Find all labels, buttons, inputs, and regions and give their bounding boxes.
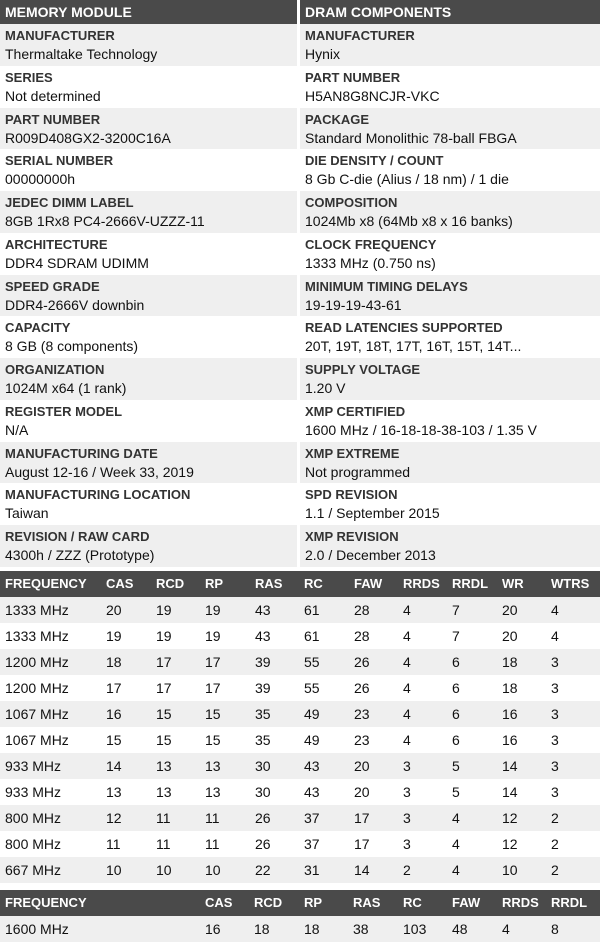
timing-cell: 55 <box>304 654 320 670</box>
xmp-column-header: RRDS <box>502 895 539 910</box>
dram-field-value: 2.0 / December 2013 <box>305 547 436 563</box>
timing-cell: 2 <box>403 862 411 878</box>
dram-field-value: Not programmed <box>305 464 411 480</box>
timing-cell: 61 <box>304 602 320 618</box>
timing-cell: 49 <box>304 706 320 722</box>
timing-column-header: FAW <box>354 576 383 591</box>
timing-cell: 49 <box>304 732 320 748</box>
timing-cell: 15 <box>205 732 221 748</box>
timing-cell: 20 <box>354 784 370 800</box>
timing-cell: 1333 MHz <box>5 602 69 618</box>
timing-cell: 1200 MHz <box>5 680 69 696</box>
timing-row <box>0 649 600 675</box>
dram-field-value: 1600 MHz / 16-18-18-38-103 / 1.35 V <box>305 422 537 438</box>
xmp-cell: 48 <box>452 921 468 937</box>
timing-cell: 3 <box>551 706 559 722</box>
module-field-label: SERIAL NUMBER <box>5 153 114 168</box>
xmp-column-header: CAS <box>205 895 233 910</box>
timing-cell: 5 <box>452 784 460 800</box>
timing-cell: 16 <box>502 706 518 722</box>
timing-cell: 1067 MHz <box>5 732 69 748</box>
timing-cell: 933 MHz <box>5 758 62 774</box>
xmp-cell: 18 <box>304 921 320 937</box>
dram-field-value: 19-19-19-43-61 <box>305 297 402 313</box>
timing-cell: 2 <box>551 810 559 826</box>
timing-cell: 2 <box>551 862 559 878</box>
timing-row <box>0 753 600 779</box>
timing-cell: 4 <box>403 706 411 722</box>
xmp-cell: 103 <box>403 921 427 937</box>
timing-row <box>0 805 600 831</box>
dram-field-label: DIE DENSITY / COUNT <box>305 153 444 168</box>
timing-cell: 16 <box>502 732 518 748</box>
timing-cell: 11 <box>106 836 121 852</box>
timing-cell: 28 <box>354 628 370 644</box>
timing-cell: 6 <box>452 732 460 748</box>
timing-cell: 39 <box>255 654 271 670</box>
dram-field-label: CLOCK FREQUENCY <box>305 237 437 252</box>
dram-field-row <box>300 275 600 317</box>
timing-cell: 4 <box>452 862 460 878</box>
timing-cell: 4 <box>452 836 460 852</box>
dram-components-header: DRAM COMPONENTS <box>300 0 600 24</box>
dram-field-label: XMP REVISION <box>305 529 399 544</box>
timing-cell: 11 <box>156 836 171 852</box>
timing-cell: 43 <box>255 602 271 618</box>
timing-cell: 30 <box>255 758 271 774</box>
timing-cell: 19 <box>205 628 221 644</box>
module-field-row <box>0 442 297 484</box>
xmp-column-header: FAW <box>452 895 481 910</box>
timing-cell: 20 <box>354 758 370 774</box>
module-field-value: 4300h / ZZZ (Prototype) <box>5 547 155 563</box>
xmp-row <box>0 916 600 942</box>
timing-cell: 6 <box>452 706 460 722</box>
timing-cell: 26 <box>354 654 370 670</box>
timing-column-header: RAS <box>255 576 283 591</box>
xmp-cell: 38 <box>353 921 369 937</box>
dram-field-row <box>300 149 600 191</box>
xmp-cell: 16 <box>205 921 221 937</box>
timing-cell: 43 <box>255 628 271 644</box>
timing-cell: 6 <box>452 680 460 696</box>
timing-cell: 10 <box>106 862 122 878</box>
module-field-value: 8 GB (8 components) <box>5 338 139 354</box>
timing-cell: 11 <box>156 810 171 826</box>
dram-field-row <box>300 108 600 150</box>
timing-cell: 3 <box>403 810 411 826</box>
timing-column-header: RC <box>304 576 323 591</box>
dram-field-value: 20T, 19T, 18T, 17T, 16T, 15T, 14T... <box>305 338 522 354</box>
timing-cell: 14 <box>502 784 518 800</box>
timing-cell: 3 <box>551 654 559 670</box>
timing-cell: 3 <box>551 784 559 800</box>
timing-cell: 4 <box>452 810 460 826</box>
timing-cell: 20 <box>502 628 518 644</box>
memory-module-header: MEMORY MODULE <box>0 0 297 24</box>
timing-cell: 11 <box>205 810 220 826</box>
module-field-label: ORGANIZATION <box>5 362 105 377</box>
timing-cell: 10 <box>502 862 518 878</box>
jedec-timing-header <box>0 571 600 597</box>
timing-cell: 15 <box>205 706 221 722</box>
timing-row <box>0 597 600 623</box>
timing-cell: 13 <box>205 784 221 800</box>
module-field-row <box>0 24 297 66</box>
dram-field-label: PART NUMBER <box>305 70 401 85</box>
module-field-value: N/A <box>5 422 29 438</box>
timing-cell: 19 <box>205 602 221 618</box>
timing-row <box>0 675 600 701</box>
timing-cell: 10 <box>205 862 221 878</box>
timing-cell: 3 <box>403 836 411 852</box>
timing-cell: 7 <box>452 602 460 618</box>
module-field-label: PART NUMBER <box>5 112 101 127</box>
timing-column-header: RRDL <box>452 576 489 591</box>
timing-cell: 14 <box>502 758 518 774</box>
xmp-timing-header <box>0 890 600 916</box>
xmp-column-header: FREQUENCY <box>5 895 87 910</box>
timing-cell: 17 <box>156 680 172 696</box>
timing-cell: 17 <box>156 654 172 670</box>
timing-cell: 43 <box>304 758 320 774</box>
dram-field-label: READ LATENCIES SUPPORTED <box>305 320 503 335</box>
module-field-value: Thermaltake Technology <box>5 46 158 62</box>
module-field-label: JEDEC DIMM LABEL <box>5 195 134 210</box>
timing-cell: 18 <box>502 680 518 696</box>
dram-field-row <box>300 358 600 400</box>
dram-field-label: XMP CERTIFIED <box>305 404 406 419</box>
module-field-row <box>0 400 297 442</box>
dram-field-label: COMPOSITION <box>305 195 398 210</box>
dram-field-label: MINIMUM TIMING DELAYS <box>305 279 468 294</box>
timing-cell: 26 <box>255 810 271 826</box>
timing-cell: 16 <box>106 706 122 722</box>
timing-cell: 20 <box>502 602 518 618</box>
timing-column-header: CAS <box>106 576 134 591</box>
module-field-row <box>0 525 297 567</box>
timing-cell: 43 <box>304 784 320 800</box>
timing-cell: 23 <box>354 706 370 722</box>
timing-cell: 3 <box>551 758 559 774</box>
module-field-label: REGISTER MODEL <box>5 404 123 419</box>
timing-column-header: FREQUENCY <box>5 576 87 591</box>
timing-cell: 12 <box>106 810 122 826</box>
timing-cell: 4 <box>403 732 411 748</box>
timing-row <box>0 779 600 805</box>
dram-field-value: Hynix <box>305 46 341 62</box>
timing-cell: 4 <box>551 602 559 618</box>
module-field-value: R009D408GX2-3200C16A <box>5 130 171 146</box>
timing-cell: 7 <box>452 628 460 644</box>
module-field-label: ARCHITECTURE <box>5 237 108 252</box>
xmp-cell: 8 <box>551 921 559 937</box>
timing-cell: 17 <box>205 654 221 670</box>
timing-cell: 14 <box>354 862 370 878</box>
timing-cell: 17 <box>354 810 370 826</box>
dram-field-row <box>300 525 600 567</box>
module-field-row <box>0 275 297 317</box>
module-field-value: Not determined <box>5 88 101 104</box>
timing-cell: 14 <box>106 758 122 774</box>
timing-cell: 12 <box>502 836 518 852</box>
timing-cell: 28 <box>354 602 370 618</box>
module-field-row <box>0 66 297 108</box>
dram-field-row <box>300 442 600 484</box>
dram-field-value: 1333 MHz (0.750 ns) <box>305 255 436 271</box>
module-field-row <box>0 316 297 358</box>
dram-field-value: 1.20 V <box>305 380 346 396</box>
timing-cell: 4 <box>403 602 411 618</box>
timing-column-header: WR <box>502 576 524 591</box>
module-field-label: MANUFACTURING DATE <box>5 446 158 461</box>
xmp-column-header: RRDL <box>551 895 588 910</box>
xmp-column-header: RP <box>304 895 323 910</box>
timing-cell: 17 <box>205 680 221 696</box>
timing-cell: 11 <box>205 836 220 852</box>
timing-cell: 23 <box>354 732 370 748</box>
timing-cell: 12 <box>502 810 518 826</box>
module-field-value: Taiwan <box>5 505 49 521</box>
timing-cell: 18 <box>106 654 122 670</box>
timing-cell: 17 <box>106 680 122 696</box>
timing-cell: 15 <box>156 706 172 722</box>
timing-cell: 13 <box>106 784 122 800</box>
timing-cell: 39 <box>255 680 271 696</box>
timing-cell: 35 <box>255 706 271 722</box>
dram-field-row <box>300 316 600 358</box>
module-field-row <box>0 233 297 275</box>
module-field-value: August 12-16 / Week 33, 2019 <box>5 464 194 480</box>
dram-field-row <box>300 66 600 108</box>
timing-cell: 37 <box>304 810 320 826</box>
timing-cell: 19 <box>156 628 172 644</box>
dram-field-value: 8 Gb C-die (Alius / 18 nm) / 1 die <box>305 171 509 187</box>
xmp-cell: 18 <box>254 921 270 937</box>
timing-cell: 26 <box>354 680 370 696</box>
timing-cell: 800 MHz <box>5 836 62 852</box>
timing-cell: 3 <box>403 784 411 800</box>
timing-cell: 18 <box>502 654 518 670</box>
timing-cell: 4 <box>403 628 411 644</box>
timing-cell: 1200 MHz <box>5 654 69 670</box>
timing-column-header: RCD <box>156 576 185 591</box>
timing-cell: 4 <box>403 654 411 670</box>
timing-cell: 55 <box>304 680 320 696</box>
timing-cell: 13 <box>205 758 221 774</box>
module-field-value: 8GB 1Rx8 PC4-2666V-UZZZ-11 <box>5 213 205 229</box>
dram-field-row <box>300 24 600 66</box>
timing-row <box>0 727 600 753</box>
timing-cell: 19 <box>106 628 122 644</box>
module-field-label: MANUFACTURING LOCATION <box>5 487 191 502</box>
dram-field-row <box>300 483 600 525</box>
timing-row <box>0 831 600 857</box>
timing-cell: 1067 MHz <box>5 706 69 722</box>
timing-cell: 10 <box>156 862 172 878</box>
timing-cell: 13 <box>156 784 172 800</box>
module-field-value: DDR4 SDRAM UDIMM <box>5 255 149 271</box>
dram-field-row <box>300 400 600 442</box>
timing-column-header: RRDS <box>403 576 440 591</box>
timing-column-header: RP <box>205 576 224 591</box>
timing-cell: 15 <box>156 732 172 748</box>
timing-cell: 35 <box>255 732 271 748</box>
module-field-row <box>0 149 297 191</box>
xmp-column-header: RC <box>403 895 422 910</box>
timing-cell: 3 <box>551 732 559 748</box>
dram-field-label: SUPPLY VOLTAGE <box>305 362 421 377</box>
timing-cell: 26 <box>255 836 271 852</box>
module-field-label: SERIES <box>5 70 53 85</box>
module-field-value: DDR4-2666V downbin <box>5 297 145 313</box>
timing-cell: 1333 MHz <box>5 628 69 644</box>
timing-cell: 37 <box>304 836 320 852</box>
xmp-column-header: RCD <box>254 895 283 910</box>
timing-cell: 13 <box>156 758 172 774</box>
dram-field-value: 1024Mb x8 (64Mb x8 x 16 banks) <box>305 213 513 229</box>
dram-field-row <box>300 191 600 233</box>
timing-cell: 5 <box>452 758 460 774</box>
timing-row <box>0 623 600 649</box>
timing-cell: 31 <box>304 862 320 878</box>
module-field-label: REVISION / RAW CARD <box>5 529 150 544</box>
dram-field-label: MANUFACTURER <box>305 28 415 43</box>
timing-row <box>0 701 600 727</box>
dram-field-label: PACKAGE <box>305 112 370 127</box>
module-field-row <box>0 191 297 233</box>
timing-cell: 20 <box>106 602 122 618</box>
module-field-label: CAPACITY <box>5 320 71 335</box>
timing-cell: 19 <box>156 602 172 618</box>
xmp-cell: 1600 MHz <box>5 921 69 937</box>
timing-cell: 6 <box>452 654 460 670</box>
timing-cell: 667 MHz <box>5 862 62 878</box>
module-field-value: 1024M x64 (1 rank) <box>5 380 127 396</box>
timing-cell: 3 <box>403 758 411 774</box>
timing-cell: 933 MHz <box>5 784 62 800</box>
timing-cell: 61 <box>304 628 320 644</box>
timing-column-header: WTRS <box>551 576 590 591</box>
timing-cell: 800 MHz <box>5 810 62 826</box>
timing-cell: 3 <box>551 680 559 696</box>
timing-cell: 4 <box>403 680 411 696</box>
timing-cell: 15 <box>106 732 122 748</box>
dram-field-row <box>300 233 600 275</box>
module-field-value: 00000000h <box>5 171 76 187</box>
dram-field-label: XMP EXTREME <box>305 446 400 461</box>
module-field-label: MANUFACTURER <box>5 28 115 43</box>
timing-cell: 30 <box>255 784 271 800</box>
dram-field-value: 1.1 / September 2015 <box>305 505 440 521</box>
xmp-column-header: RAS <box>353 895 381 910</box>
dram-field-label: SPD REVISION <box>305 487 398 502</box>
column-divider <box>297 0 300 567</box>
timing-cell: 4 <box>551 628 559 644</box>
timing-row <box>0 857 600 883</box>
xmp-cell: 4 <box>502 921 510 937</box>
timing-cell: 22 <box>255 862 271 878</box>
module-field-row <box>0 108 297 150</box>
timing-cell: 2 <box>551 836 559 852</box>
dram-field-value: H5AN8G8NCJR-VKC <box>305 88 440 104</box>
timing-cell: 17 <box>354 836 370 852</box>
module-field-row <box>0 483 297 525</box>
dram-field-value: Standard Monolithic 78-ball FBGA <box>305 130 517 146</box>
module-field-label: SPEED GRADE <box>5 279 100 294</box>
module-field-row <box>0 358 297 400</box>
